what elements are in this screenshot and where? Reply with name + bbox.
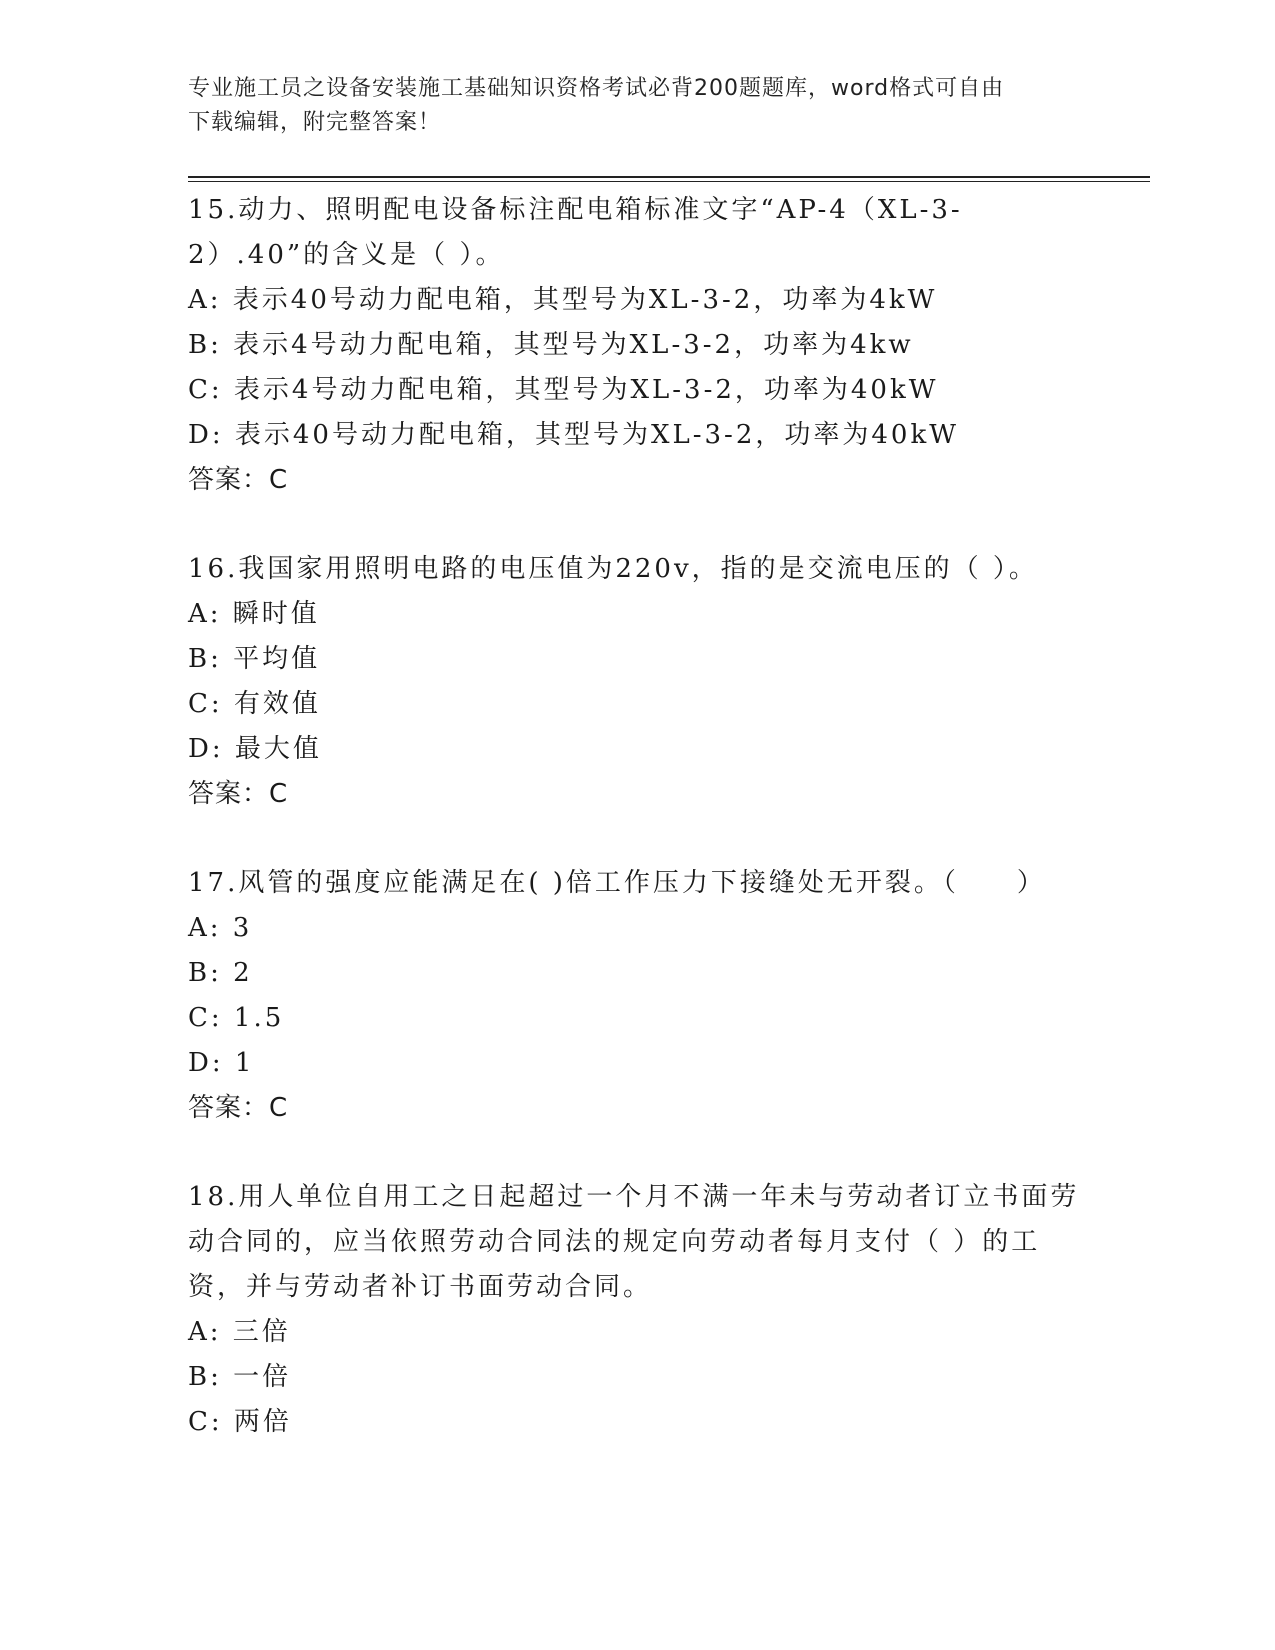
answer-label: 答案：C (188, 779, 289, 809)
question-15 (188, 188, 1088, 503)
question-list (188, 188, 1088, 1445)
header-line-2: 下载编辑，附完整答案！ (188, 110, 442, 135)
option-d: D: 表示40号动力配电箱，其型号为XL-3-2，功率为40kW (188, 420, 959, 450)
question-text: 15.动力、照明配电设备标注配电箱标准文字“AP-4（XL-3-2）.40”的含义是（ ）。 (188, 195, 963, 270)
option-a: A: 表示40号动力配电箱，其型号为XL-3-2，功率为4kW (188, 285, 938, 315)
question-17 (188, 861, 1088, 1131)
option-b: B: 一倍 (188, 1362, 292, 1392)
question-16 (188, 547, 1088, 817)
option-b: B: 平均值 (188, 644, 321, 674)
option-b: B: 表示4号动力配电箱，其型号为XL-3-2，功率为4kw (188, 330, 914, 360)
question-spacer (188, 503, 1088, 547)
header-divider-thin (188, 181, 1150, 182)
option-a: A: 三倍 (188, 1317, 291, 1347)
header-line-1: 专业施工员之设备安装施工基础知识资格考试必背200题题库，word格式可自由 (188, 76, 1005, 101)
header-divider-thick (188, 176, 1150, 178)
option-b: B: 2 (188, 958, 253, 988)
question-18 (188, 1175, 1088, 1445)
answer-label: 答案：C (188, 465, 289, 495)
option-a: A: 瞬时值 (188, 599, 320, 629)
option-c: C: 两倍 (188, 1407, 292, 1437)
question-text: 17.风管的强度应能满足在( )倍工作压力下接缝处无开裂。（ ） (188, 868, 1046, 898)
document-header (188, 72, 1088, 140)
question-text: 16.我国家用照明电路的电压值为220v，指的是交流电压的（ ）。 (188, 554, 1038, 584)
option-c: C: 表示4号动力配电箱，其型号为XL-3-2，功率为40kW (188, 375, 939, 405)
answer-label: 答案：C (188, 1093, 289, 1123)
option-c: C: 1.5 (188, 1003, 285, 1033)
option-a: A: 3 (188, 913, 253, 943)
question-spacer (188, 1131, 1088, 1175)
option-d: D: 最大值 (188, 734, 322, 764)
question-spacer (188, 817, 1088, 861)
question-text: 18.用人单位自用工之日起超过一个月不满一年未与劳动者订立书面劳动合同的，应当依照劳动合同法的规定向劳动者每月支付（ ）的工资，并与劳动者补订书面劳动合同。 (188, 1182, 1080, 1302)
option-c: C: 有效值 (188, 689, 321, 719)
option-d: D: 1 (188, 1048, 255, 1078)
